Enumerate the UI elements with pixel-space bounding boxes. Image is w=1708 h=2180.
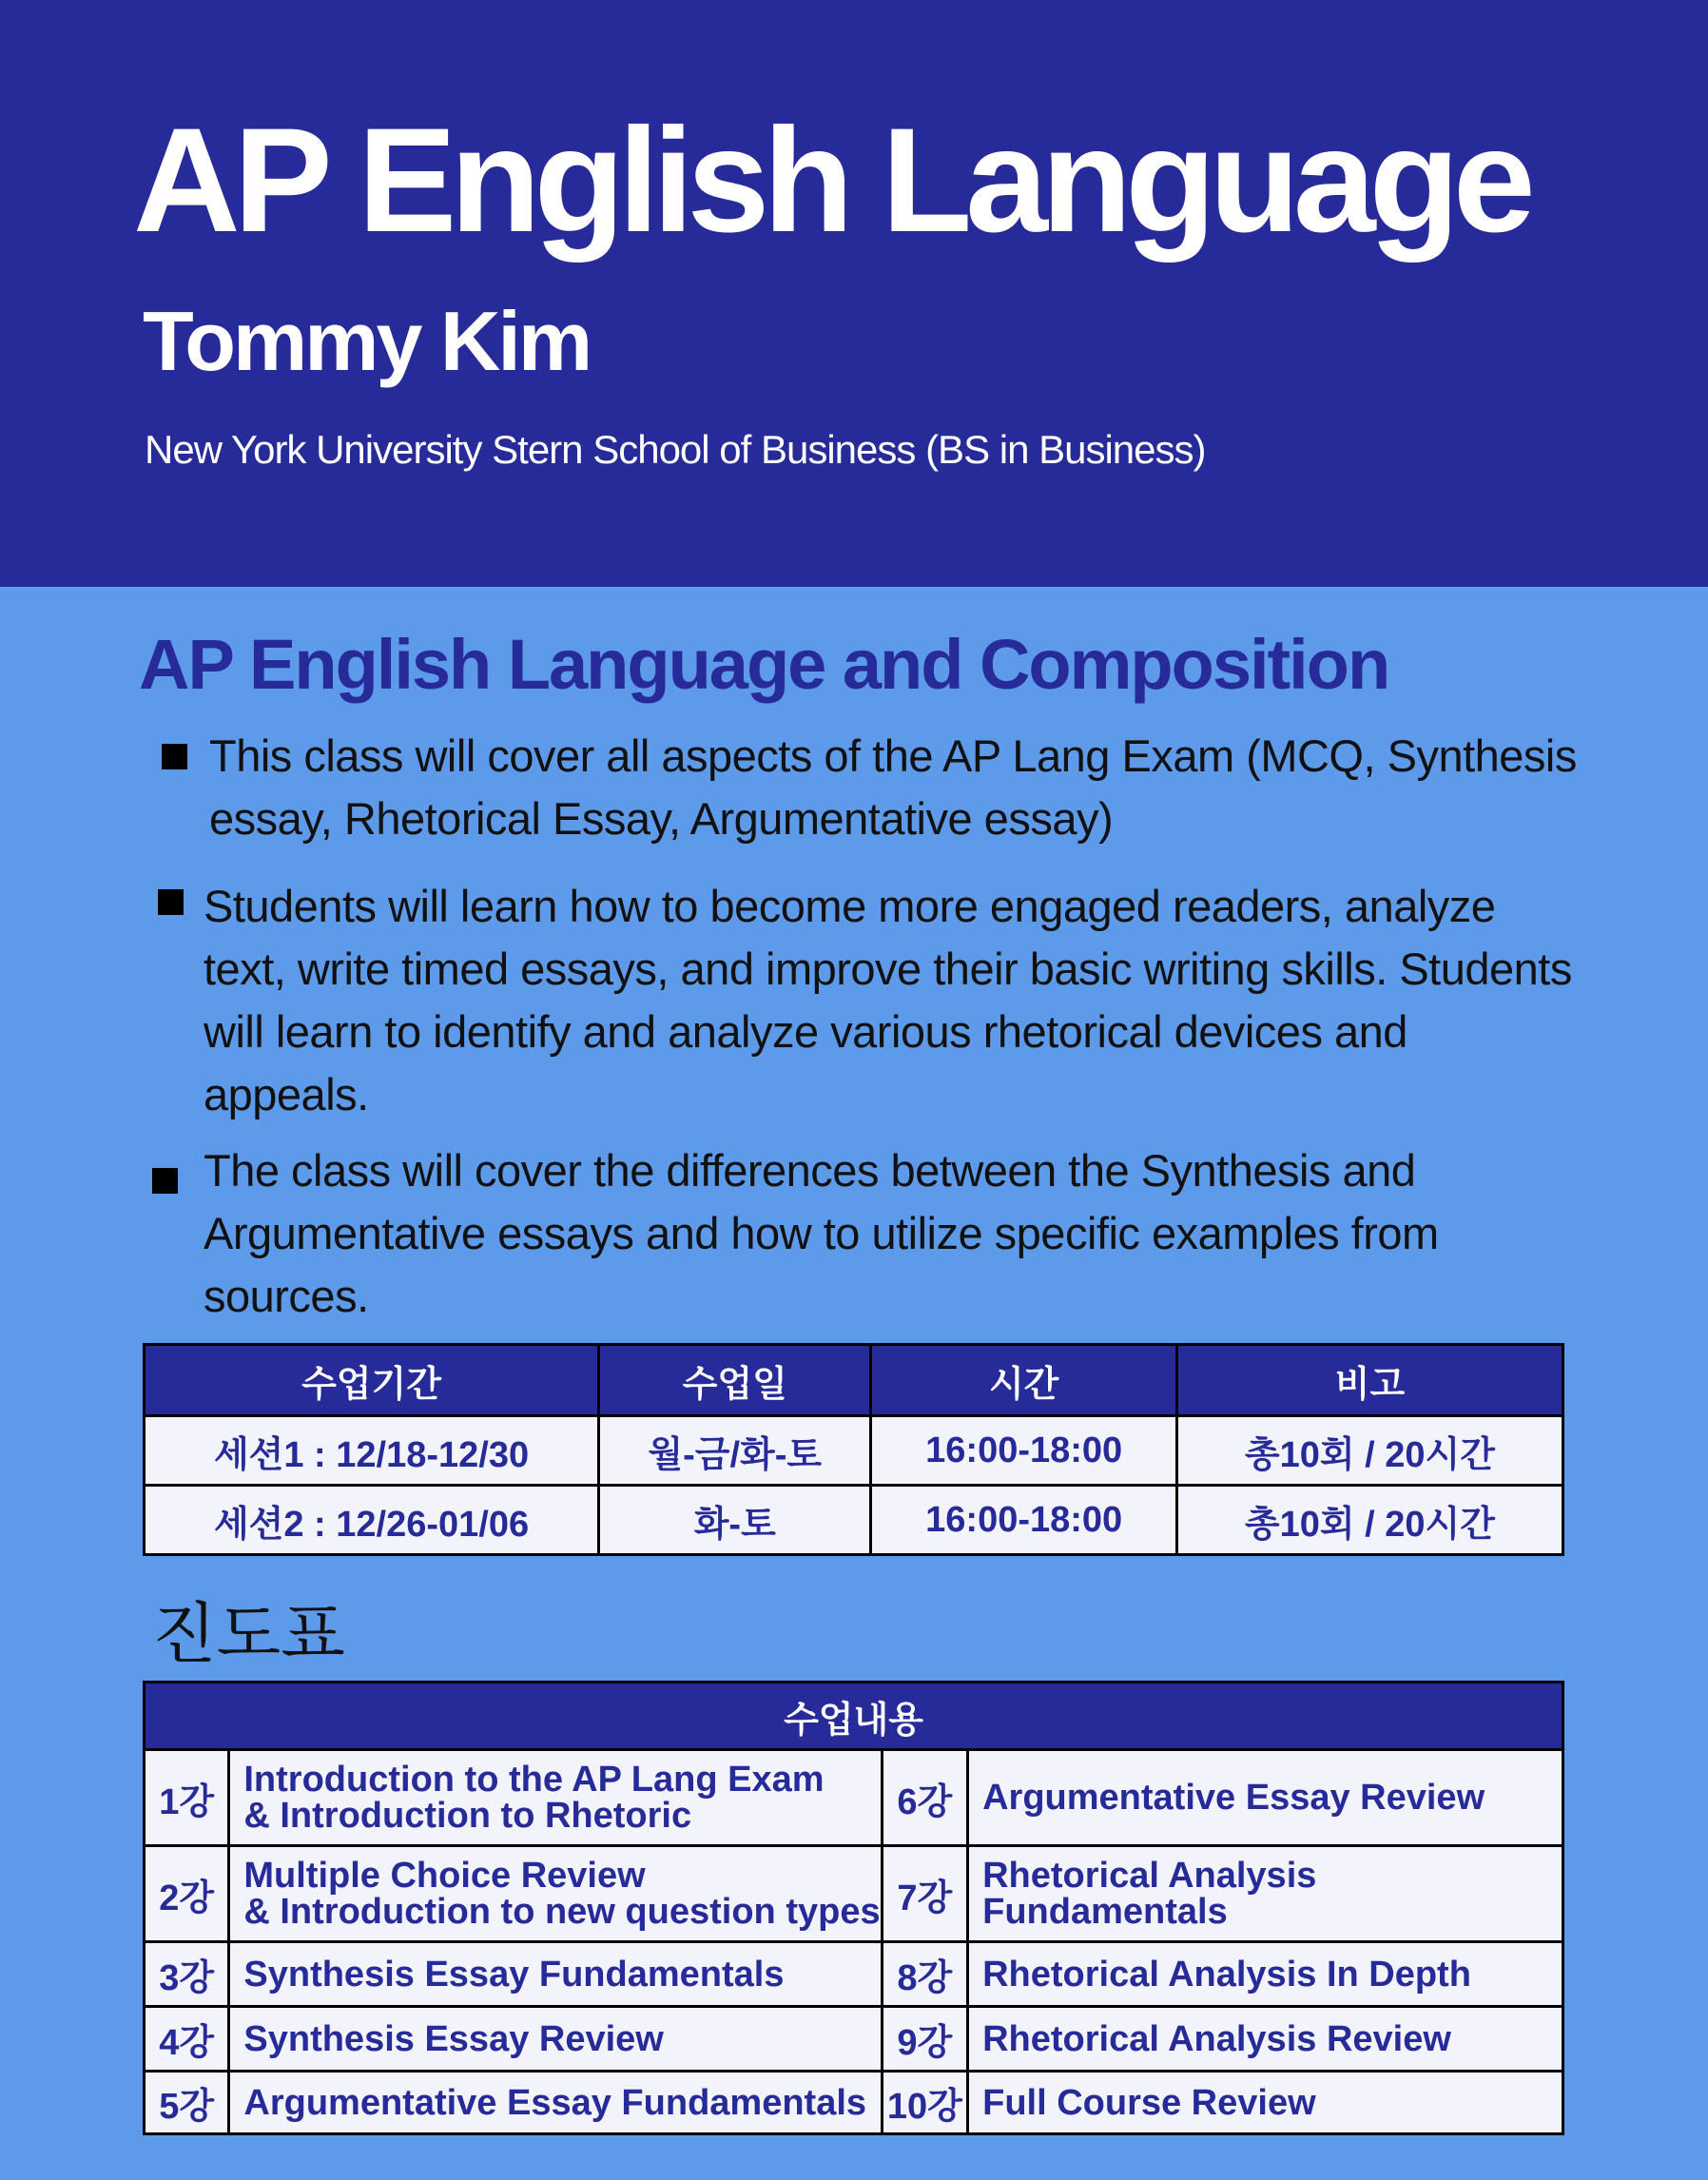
cell-days: 월-금/화-토 [599,1416,871,1486]
cell-period: 세션2 : 12/26-01/06 [145,1486,599,1555]
lesson-topic: Rhetorical Analysis In Depth [968,1942,1563,2007]
lesson-topic: Rhetorical Analysis Fundamentals [968,1846,1563,1942]
cell-time: 16:00-18:00 [871,1486,1176,1555]
cell-notes: 총10회 / 20시간 [1176,1486,1562,1555]
bullet-square-icon [152,1168,178,1194]
lesson-topic [229,1846,882,1942]
progress-table [143,1681,1564,2135]
lesson-topic: Argumentative Essay Fundamentals [229,2072,882,2134]
lesson-number: 1강 [145,1750,229,1846]
lesson-topic-line: & Introduction to new question types [243,1892,881,1932]
table-header-row [145,1683,1563,1750]
lesson-number: 8강 [882,1942,968,2007]
lesson-number: 5강 [145,2072,229,2134]
table-header-row [145,1345,1563,1416]
bullet-square-icon [162,744,187,769]
header-banner [0,0,1708,587]
table-row [145,2007,1563,2072]
lesson-topic-line: & Introduction to Rhetoric [243,1796,692,1836]
cell-period: 세션1 : 12/18-12/30 [145,1416,599,1486]
header-period: 수업기간 [145,1345,599,1416]
cell-days: 화-토 [599,1486,871,1555]
header-content: 수업내용 [145,1683,1563,1750]
instructor-name: Tommy Kim [143,294,591,388]
header-days: 수업일 [599,1345,871,1416]
lesson-topic: Argumentative Essay Review [968,1750,1563,1846]
table-row [145,1942,1563,2007]
page-title: AP English Language [133,98,1529,263]
lesson-number: 6강 [882,1750,968,1846]
lesson-topic: Full Course Review [968,2072,1563,2134]
course-bullet-1: This class will cover all aspects of the AP Lang Exam (MCQ, Synthesis essay, Rhetorical Essay, Argumentative essay) [209,730,1577,844]
course-title: AP English Language and Composition [139,625,1389,704]
lesson-number: 2강 [145,1846,229,1942]
bullet-square-icon [158,889,184,915]
table-row [145,1486,1563,1555]
cell-time: 16:00-18:00 [871,1416,1176,1486]
lesson-number: 4강 [145,2007,229,2072]
lesson-topic: Synthesis Essay Review [229,2007,882,2072]
lesson-number: 10강 [882,2072,968,2134]
progress-title: 진도표 [152,1597,345,1671]
lesson-number: 3강 [145,1942,229,2007]
table-row [145,1750,1563,1846]
lesson-topic [229,1750,882,1846]
lesson-number: 7강 [882,1846,968,1942]
course-bullet-2: Students will learn how to become more engaged readers, analyze text, write timed essays, and improve their basic writing skills. Students will learn to identify and analyze various rhetorical devices and appeals. [204,881,1572,1119]
instructor-school: New York University Stern School of Business (BS in Business) [145,427,1206,472]
table-row [145,1846,1563,1942]
header-time: 시간 [871,1345,1176,1416]
lesson-number: 9강 [882,2007,968,2072]
course-bullet-3: The class will cover the differences between the Synthesis and Argumentative essays and how to utilize specific examples from sources. [204,1145,1439,1321]
lesson-topic: Synthesis Essay Fundamentals [229,1942,882,2007]
cell-notes: 총10회 / 20시간 [1176,1416,1562,1486]
table-row [145,2072,1563,2134]
lesson-topic-line: Multiple Choice Review [243,1856,646,1896]
lesson-topic-line: Introduction to the AP Lang Exam [243,1760,825,1800]
schedule-table [143,1343,1564,1556]
lesson-topic: Rhetorical Analysis Review [968,2007,1563,2072]
header-notes: 비고 [1176,1345,1562,1416]
table-row [145,1416,1563,1486]
